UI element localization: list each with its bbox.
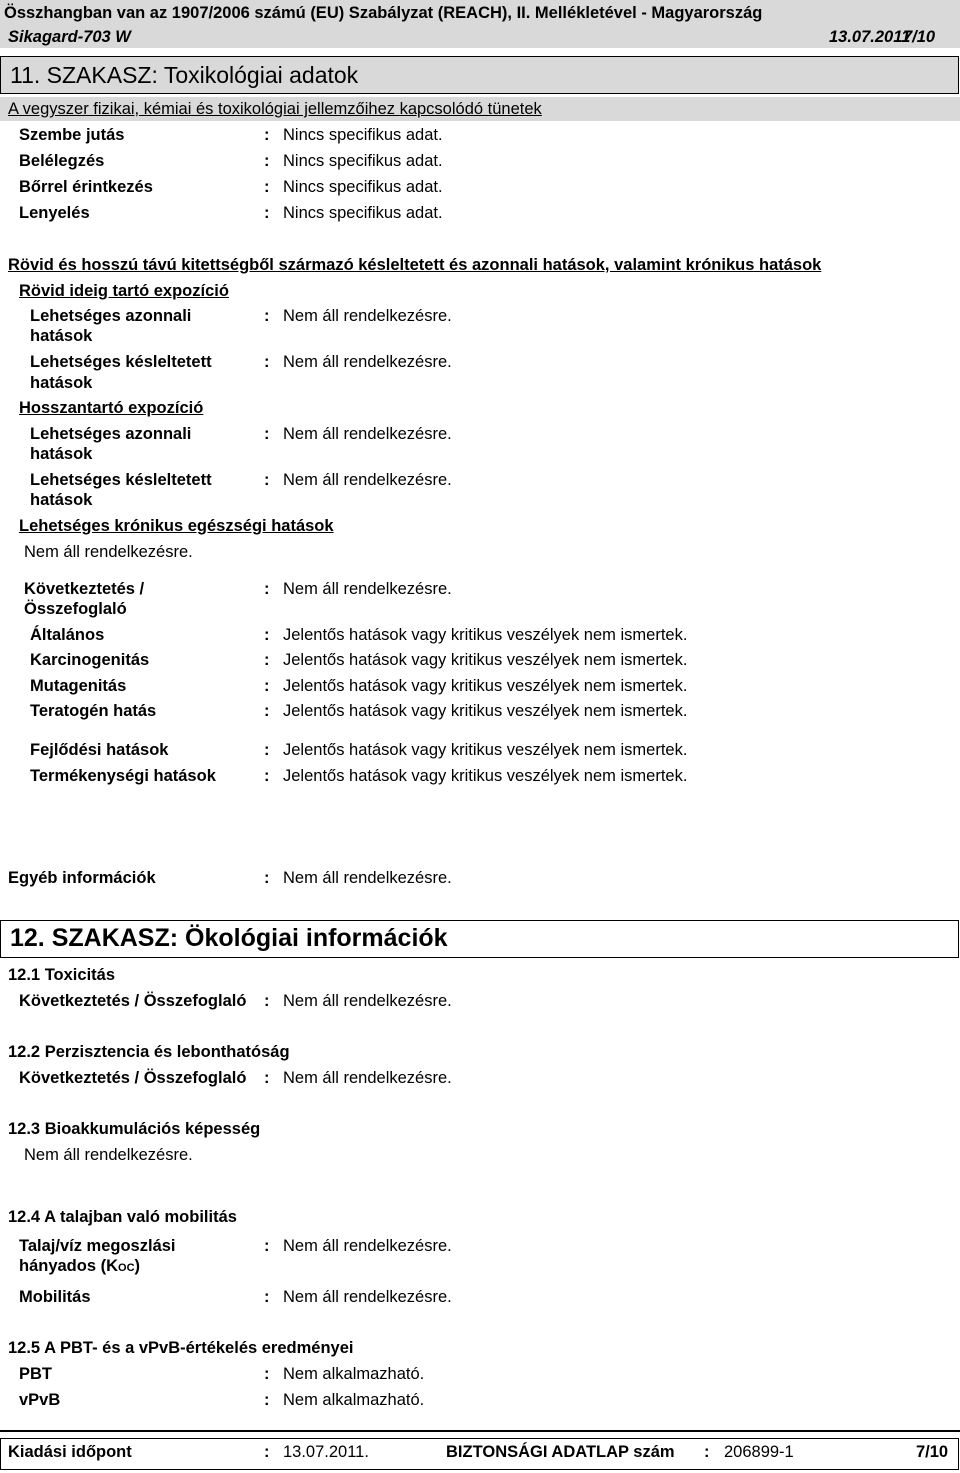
separator: : [264,1288,270,1306]
sds-number-value: 206899-1 [724,1443,794,1461]
separator: : [264,741,270,759]
delayed-effects-heading: Rövid és hosszú távú kitettségből származó késleltetett és azonnali hatások, valamint krónikus hatások [8,256,822,274]
koc-label-text: hányados (K [19,1257,119,1275]
separator: : [264,651,270,669]
separator: : [264,1237,270,1255]
route-value-skin: Nincs specifikus adat. [283,178,443,196]
route-label-skin: Bőrrel érintkezés [19,178,153,196]
separator: : [264,152,270,170]
short-delayed-value: Nem áll rendelkezésre. [283,353,452,371]
route-value-eye: Nincs specifikus adat. [283,126,443,144]
short-term-heading: Rövid ideig tartó expozíció [19,282,229,300]
section-11-title: 11. SZAKASZ: Toxikológiai adatok [10,62,359,88]
mobility-value: Nem áll rendelkezésre. [283,1288,452,1306]
koc-label-close: ) [134,1257,141,1275]
toxicity-label: Következtetés / Összefoglaló [19,992,247,1010]
header-title: Összhangban van az 1907/2006 számú (EU) Szabályzat (REACH), II. Mellékletével - Magyarország [4,4,763,22]
pbt-value: Nem alkalmazható. [283,1365,425,1383]
persistence-heading: 12.2 Perzisztencia és lebonthatóság [8,1043,290,1061]
separator: : [264,767,270,785]
chronic-item-value: Jelentős hatások vagy kritikus veszélyek nem ismertek. [283,741,688,759]
separator: : [264,869,270,887]
short-delayed-label-2: hatások [30,374,93,392]
vpvb-label: vPvB [19,1391,61,1409]
footer-page-number: 7/10 [916,1443,949,1461]
separator: : [264,178,270,196]
separator: : [264,126,270,144]
toxicity-value: Nem áll rendelkezésre. [283,992,452,1010]
toxicity-heading: 12.1 Toxicitás [8,966,116,984]
header-page-number: 7/10 [903,28,936,46]
separator: : [264,1443,270,1461]
short-immediate-label: Lehetséges azonnali [30,307,192,325]
mobility-label: Mobilitás [19,1288,91,1306]
long-delayed-label-2: hatások [30,491,93,509]
footer-divider [0,1430,960,1432]
chronic-item-label: Általános [30,626,105,644]
conclusion-label-2: Összefoglaló [24,600,127,618]
separator: : [264,580,270,598]
conclusion-value: Nem áll rendelkezésre. [283,580,452,598]
short-delayed-label: Lehetséges késleltetett [30,353,212,371]
long-immediate-label-2: hatások [30,445,93,463]
koc-value: Nem áll rendelkezésre. [283,1237,452,1255]
route-label-ingestion: Lenyelés [19,204,90,222]
mobility-heading: 12.4 A talajban való mobilitás [8,1208,237,1226]
route-label-eye: Szembe jutás [19,126,125,144]
separator: : [264,677,270,695]
koc-label: Talaj/víz megoszlási [19,1237,176,1255]
chronic-item-label: Mutagenitás [30,677,127,695]
chronic-item-value: Jelentős hatások vagy kritikus veszélyek nem ismertek. [283,677,688,695]
long-delayed-label: Lehetséges késleltetett [30,471,212,489]
long-term-heading: Hosszantartó expozíció [19,399,204,417]
chronic-item-label: Fejlődési hatások [30,741,169,759]
persistence-label: Következtetés / Összefoglaló [19,1069,247,1087]
separator: : [264,204,270,222]
separator: : [264,1069,270,1087]
separator: : [264,992,270,1010]
chronic-item-value: Jelentős hatások vagy kritikus veszélyek nem ismertek. [283,626,688,644]
chronic-item-value: Jelentős hatások vagy kritikus veszélyek nem ismertek. [283,702,688,720]
koc-subscript: OC [118,1262,135,1274]
separator: : [264,353,270,371]
route-label-inhalation: Belélegzés [19,152,105,170]
header-date: 13.07.2011 [829,28,911,46]
issue-date-label: Kiadási időpont [8,1443,132,1461]
route-value-inhalation: Nincs specifikus adat. [283,152,443,170]
conclusion-label: Következtetés / [24,580,145,598]
separator: : [704,1443,710,1461]
separator: : [264,1391,270,1409]
short-immediate-label-2: hatások [30,327,93,345]
separator: : [264,1365,270,1383]
chronic-text: Nem áll rendelkezésre. [24,543,193,561]
section-12-title: 12. SZAKASZ: Ökológiai információk [10,924,448,952]
long-delayed-value: Nem áll rendelkezésre. [283,471,452,489]
symptoms-heading: A vegyszer fizikai, kémiai és toxikológiai jellemzőihez kapcsolódó tünetek [8,100,542,118]
other-info-value: Nem áll rendelkezésre. [283,869,452,887]
separator: : [264,626,270,644]
separator: : [264,425,270,443]
long-immediate-label: Lehetséges azonnali [30,425,192,443]
separator: : [264,471,270,489]
pbt-heading: 12.5 A PBT- és a vPvB-értékelés eredményei [8,1339,354,1357]
chronic-item-label: Karcinogenitás [30,651,150,669]
bioaccumulation-heading: 12.3 Bioakkumulációs képesség [8,1120,261,1138]
other-info-label: Egyéb információk [8,869,156,887]
product-name: Sikagard-703 W [8,28,131,46]
long-immediate-value: Nem áll rendelkezésre. [283,425,452,443]
route-value-ingestion: Nincs specifikus adat. [283,204,443,222]
chronic-item-value: Jelentős hatások vagy kritikus veszélyek nem ismertek. [283,651,688,669]
koc-label-2 [19,1257,140,1276]
pbt-label: PBT [19,1365,52,1383]
chronic-item-label: Teratogén hatás [30,702,157,720]
chronic-item-label: Termékenységi hatások [30,767,216,785]
chronic-heading: Lehetséges krónikus egészségi hatások [19,517,334,535]
separator: : [264,307,270,325]
short-immediate-value: Nem áll rendelkezésre. [283,307,452,325]
vpvb-value: Nem alkalmazható. [283,1391,425,1409]
persistence-value: Nem áll rendelkezésre. [283,1069,452,1087]
issue-date-value: 13.07.2011. [283,1443,369,1461]
chronic-item-value: Jelentős hatások vagy kritikus veszélyek nem ismertek. [283,767,688,785]
bioaccumulation-value: Nem áll rendelkezésre. [24,1146,193,1164]
sds-number-label: BIZTONSÁGI ADATLAP szám [446,1443,675,1461]
separator: : [264,702,270,720]
